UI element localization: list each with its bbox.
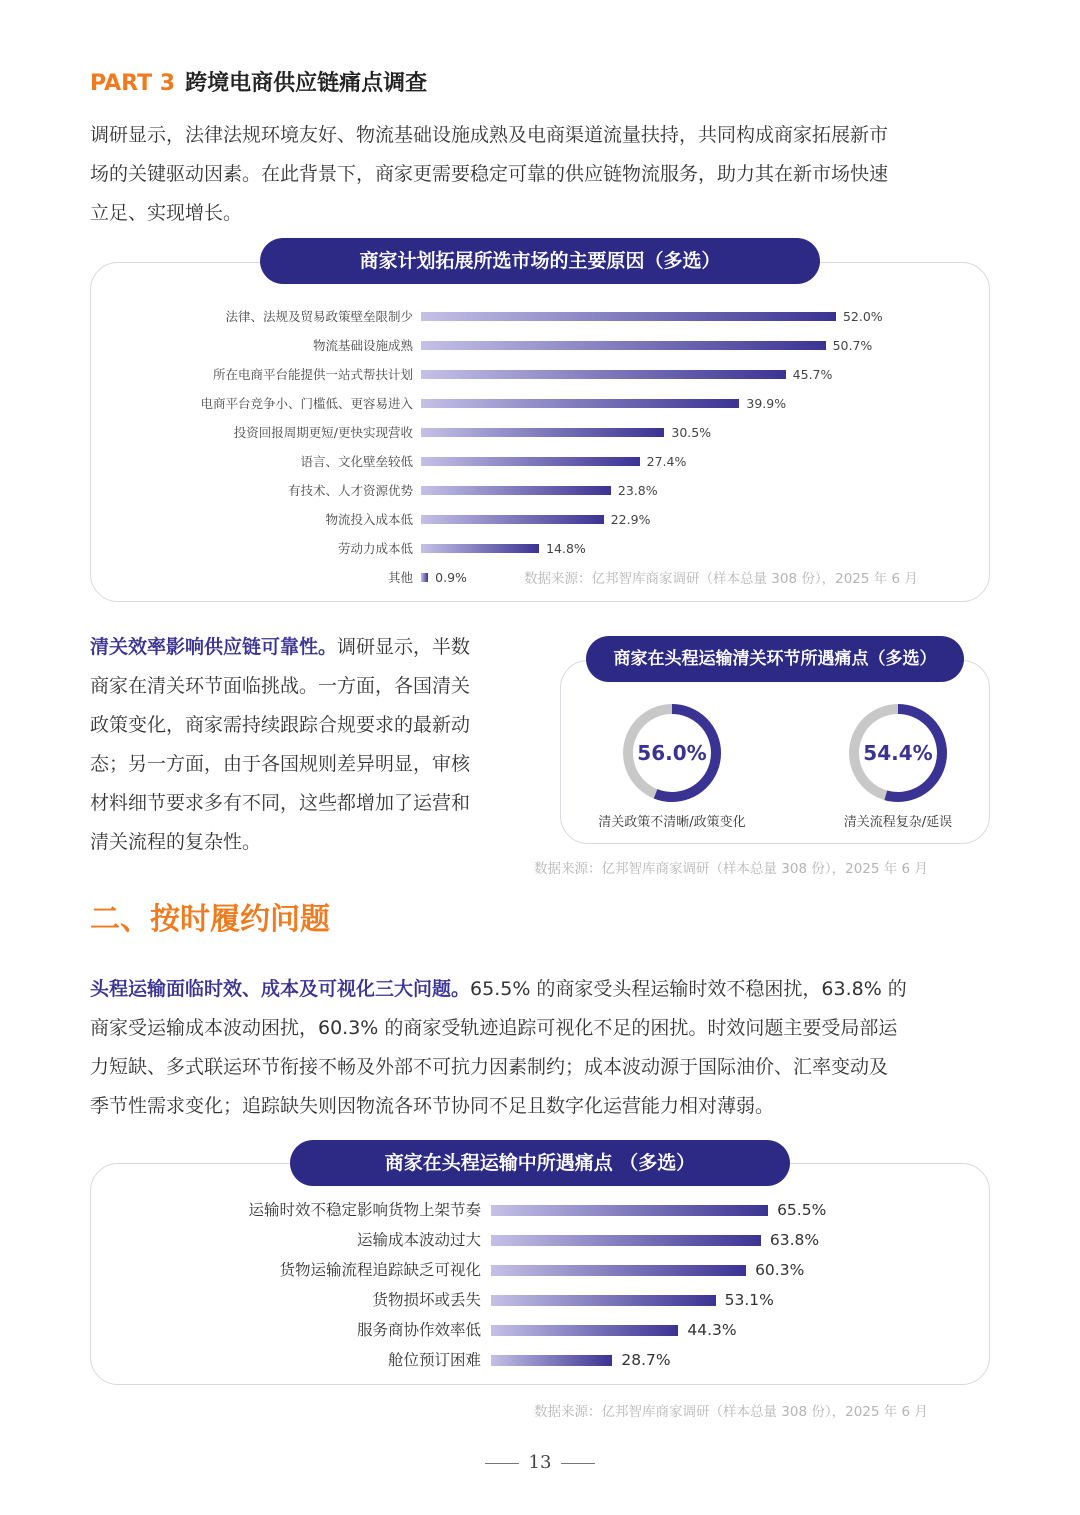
customs-line: 商家在清关环节面临挑战。一方面，各国清关 bbox=[90, 675, 471, 697]
chart3-category-label: 货物损坏或丢失 bbox=[372, 1291, 481, 1309]
transport-line-1: 头程运输面临时效、成本及可视化三大问题。65.5% 的商家受头程运输时效不稳困扰，63.8% 的 bbox=[90, 978, 907, 1000]
transport-line: 力短缺、多式联运环节衔接不畅及外部不可抗力因素制约；成本波动源于国际油价、汇率变动及 bbox=[90, 1056, 889, 1078]
customs-line: 清关流程的复杂性。 bbox=[90, 831, 262, 853]
chart1-bar bbox=[421, 486, 611, 495]
chart3-bar bbox=[491, 1205, 768, 1216]
intro-paragraph bbox=[90, 116, 1000, 233]
page-number bbox=[0, 1452, 1080, 1473]
donut-value-2: 54.4% bbox=[863, 741, 933, 765]
chart3-source: 数据来源：亿邦智库商家调研（样本总量 308 份），2025 年 6 月 bbox=[534, 1404, 928, 1420]
customs-line: 材料细节要求多有不同，这些都增加了运营和 bbox=[90, 792, 471, 814]
chart1-title: 商家计划拓展所选市场的主要原因（多选） bbox=[260, 238, 820, 284]
chart3-value-label: 60.3% bbox=[755, 1261, 805, 1279]
chart1-bar bbox=[421, 312, 836, 321]
part-title bbox=[90, 68, 427, 100]
customs-line: 政策变化，商家需持续跟踪合规要求的最新动 bbox=[90, 714, 471, 736]
chart1-value-label: 45.7% bbox=[792, 367, 833, 382]
chart1-bar bbox=[421, 399, 739, 408]
section-heading: 二、按时履约问题 bbox=[90, 902, 330, 937]
chart2-title: 商家在头程运输清关环节所遇痛点（多选） bbox=[586, 636, 964, 682]
chart1-category-label: 物流基础设施成熟 bbox=[312, 338, 413, 353]
chart1-value-label: 30.5% bbox=[671, 425, 712, 440]
chart1-category-label: 所在电商平台能提供一站式帮扶计划 bbox=[212, 367, 413, 382]
donut-chart-2 bbox=[847, 702, 949, 804]
chart1-bar bbox=[421, 544, 539, 553]
chart1-value-label: 22.9% bbox=[610, 512, 651, 527]
customs-paragraph bbox=[90, 628, 530, 862]
chart3-bar bbox=[491, 1295, 716, 1306]
chart1-category-label: 投资回报周期更短/更快实现营收 bbox=[233, 425, 413, 440]
transport-line: 季节性需求变化；追踪缺失则因物流各环节协同不足且数字化运营能力相对薄弱。 bbox=[90, 1095, 775, 1117]
chart1-bar bbox=[421, 341, 826, 350]
transport-lead: 头程运输面临时效、成本及可视化三大问题。 bbox=[90, 978, 471, 1000]
part-heading: 跨境电商供应链痛点调查 bbox=[185, 71, 428, 96]
chart1-bar bbox=[421, 573, 428, 582]
chart3-bar bbox=[491, 1325, 678, 1336]
customs-lead: 清关效率影响供应链可靠性。 bbox=[90, 636, 338, 658]
chart1-category-label: 法律、法规及贸易政策壁垒限制少 bbox=[225, 309, 413, 324]
chart3-bar bbox=[491, 1355, 612, 1366]
chart3-category-label: 服务商协作效率低 bbox=[356, 1321, 481, 1339]
chart3-category-label: 货物运输流程追踪缺乏可视化 bbox=[279, 1261, 481, 1279]
part-label: PART 3 bbox=[90, 71, 176, 96]
chart1-value-label: 14.8% bbox=[546, 541, 586, 556]
chart3-value-label: 63.8% bbox=[769, 1231, 820, 1249]
chart1-category-label: 其他 bbox=[387, 570, 413, 585]
chart3-category-label: 舱位预订困难 bbox=[387, 1351, 481, 1369]
chart3-category-label: 运输时效不稳定影响货物上架节奏 bbox=[248, 1201, 481, 1219]
page-number-value: 13 bbox=[528, 1452, 552, 1473]
chart2-source: 数据来源：亿邦智库商家调研（样本总量 308 份），2025 年 6 月 bbox=[534, 861, 928, 877]
chart1-value-label: 39.9% bbox=[746, 396, 787, 411]
chart3-title: 商家在头程运输中所遇痛点 （多选） bbox=[290, 1140, 790, 1186]
donut-chart-1 bbox=[621, 702, 723, 804]
chart3-value-label: 28.7% bbox=[621, 1351, 671, 1369]
chart3-value-label: 65.5% bbox=[777, 1201, 827, 1219]
chart1-value-label: 0.9% bbox=[435, 570, 467, 585]
chart1-category-label: 语言、文化壁垒较低 bbox=[300, 454, 413, 469]
chart1-bar bbox=[421, 428, 664, 437]
chart3-bar bbox=[491, 1235, 761, 1246]
chart3-category-label: 运输成本波动过大 bbox=[356, 1231, 481, 1249]
transport-line: 商家受运输成本波动困扰，60.3% 的商家受轨迹追踪可视化不足的困扰。时效问题主要受局部运 bbox=[90, 1017, 898, 1039]
customs-line: 态；另一方面，由于各国规则差异明显，审核 bbox=[90, 753, 471, 775]
intro-line: 立足、实现增长。 bbox=[90, 202, 243, 224]
chart1-category-label: 劳动力成本低 bbox=[337, 541, 413, 556]
chart3-value-label: 44.3% bbox=[687, 1321, 737, 1339]
chart3-bar bbox=[491, 1265, 746, 1276]
transport-paragraph bbox=[90, 970, 1000, 1126]
page-number-rule-right bbox=[561, 1463, 595, 1464]
chart1-source: 数据来源：亿邦智库商家调研（样本总量 308 份），2025 年 6 月 bbox=[524, 571, 918, 587]
chart1-value-label: 50.7% bbox=[832, 338, 873, 353]
chart1-category-label: 电商平台竞争小、门槛低、更容易进入 bbox=[200, 396, 413, 411]
chart3-value-label: 53.1% bbox=[724, 1291, 774, 1309]
chart1-value-label: 52.0% bbox=[842, 309, 883, 324]
chart1-bar bbox=[421, 370, 786, 379]
chart1-bar bbox=[421, 457, 640, 466]
chart1-category-label: 物流投入成本低 bbox=[325, 512, 413, 527]
donut-label-1: 清关政策不清晰/政策变化 bbox=[598, 815, 746, 830]
chart1-value-label: 23.8% bbox=[617, 483, 658, 498]
page-number-rule-left bbox=[485, 1463, 519, 1464]
intro-line: 调研显示，法律法规环境友好、物流基础设施成熟及电商渠道流量扶持，共同构成商家拓展新市 bbox=[90, 124, 889, 146]
chart1-value-label: 27.4% bbox=[646, 454, 687, 469]
donut-value-1: 56.0% bbox=[637, 741, 707, 765]
chart1-category-label: 有技术、人才资源优势 bbox=[287, 483, 413, 498]
customs-line-1: 清关效率影响供应链可靠性。调研显示，半数 bbox=[90, 636, 471, 658]
chart1-bar bbox=[421, 515, 604, 524]
donut-label-2: 清关流程复杂/延误 bbox=[843, 815, 953, 830]
intro-line: 场的关键驱动因素。在此背景下，商家更需要稳定可靠的供应链物流服务，助力其在新市场快速 bbox=[90, 163, 889, 185]
